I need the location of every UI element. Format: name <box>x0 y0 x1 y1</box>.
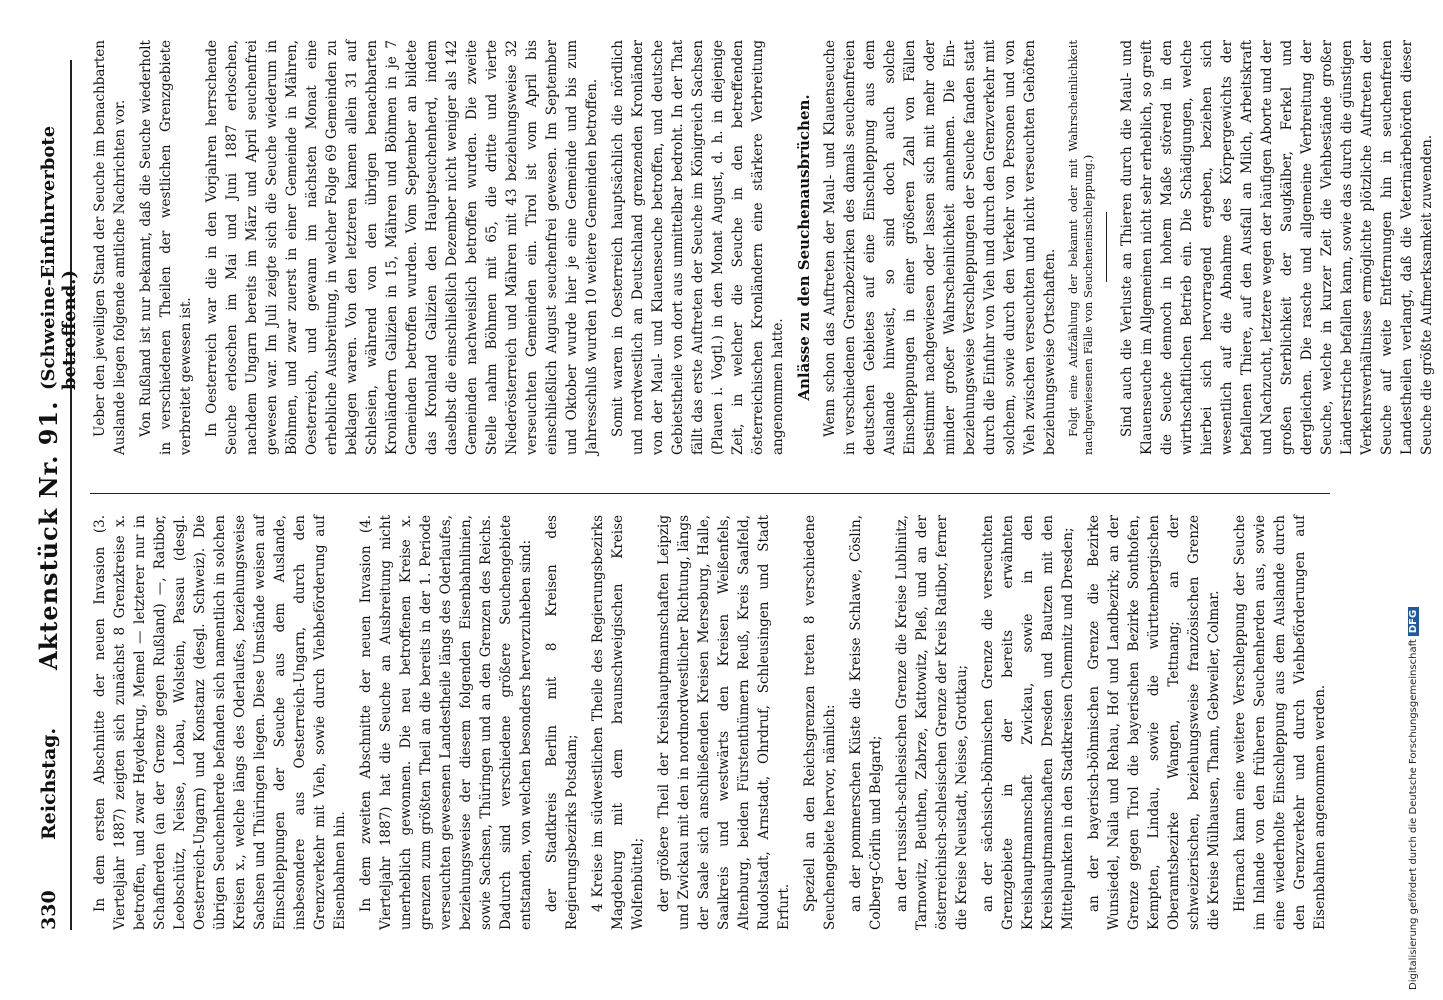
column-divider <box>90 493 1330 494</box>
list-item: 4 Kreise im südwestlichen Theile des Regierungsbezirks Magdeburg mit dem braunschweigischen Kreise Wolfenbüttel; <box>590 515 646 930</box>
paragraph: In dem ersten Abschnitte der neuen Invasion (3. Vierteljahr 1887) zeigten sich zunächst 8 Grenzkreise x. betroffen, und zwar Heydekrug, Memel — letzterer nur in Schafherden (an der Grenze gegen Rußland) —, Ratibor, Leobschütz, Neisse, Lobau, Wolstein, Passau (desgl. Oesterreich-Ungarn) und Konstanz (desgl. Schweiz). Die übrigen Seuchenherde befanden sich namentlich in solchen Kreisen x., welche längs des Oderlaufes, beziehungsweise Sachsen und Thüringen liegen. Diese Umstände weisen auf Einschleppungen der Seuche aus dem Auslande, insbesondere aus Oesterreich-Ungarn, durch den Grenzverkehr mit Vieh, sowie durch Viehbeförderung auf Eisenbahnen hin. <box>92 515 348 930</box>
list-item: an der pommerschen Küste die Kreise Schlawe, Cöslin, Colberg-Cörlin und Belgard; <box>848 515 884 930</box>
list-item: der größere Theil der Kreishauptmannschaften Leipzig und Zwickau mit den in nordnordwestlicher Richtung, längs der Saale sich anschließenden Kreisen Merseburg, Halle, Saalkreis und westwärts den Kreisen Weißenfels, Altenburg, beiden Fürstenthümern Reuß, Kreis Saalfeld, Rudolstadt, Arnstadt, Ohrdruf, Schleusingen und Stadt Erfurt. <box>656 515 792 930</box>
left-column <box>90 515 1336 930</box>
paragraph: In Oesterreich war die in den Vorjahren herrschende Seuche erloschen im Mai und Juni 1887 erloschen, nachdem Ungarn bereits im März und April seuchenfrei gewesen war. Im Juli zeigte sich die Seuche wiederum in Böhmen, und zwar zuerst in einer Gemeinde in Mähren, Oesterreich, und gewann im nächsten Monat eine erhebliche Ausbreitung, in welcher Folge 69 Gemeinden zu beklagen waren. Von den letzteren kamen allein 31 auf Schlesien, während von den übrigen benachbarten Kronländern Galizien in 15, Mähren und Böhmen in je 7 Gemeinden betroffen wurden. Vom September an bildete das Kronland Galizien den Hauptseuchenherd, indem daselbst die einschließlich Dezember nicht weniger als 142 Gemeinden nachweislich betroffen wurden. Die zweite Stelle nahm Böhmen mit 65, die dritte und vierte Niederösterreich und Mähren mit 43 beziehungsweise 32 verseuchten Gemeinden ein. Tirol ist vom April bis einschließlich August seuchenfrei gewesen. Im September und Oktober wurde hier je eine Gemeinde und bis zum Jahresschluß wurden 10 weitere Gemeinden betroffen. <box>204 40 600 455</box>
paragraph: Wenn schon das Auftreten der Maul- und Klauenseuche in verschiedenen Grenzbezirken des damals seuchenfreien deutschen Gebietes auf eine Einschleppung aus dem Auslande hinweist, so sind doch auch solche Einschleppungen in einer größeren Zahl von Fällen bestimmt nachgewiesen oder lassen sich mit mehr oder minder großer Wahrscheinlichkeit annehmen. Die Ein- beziehungsweise Verschleppungen der Seuche fanden statt durch die Einfuhr von Vieh und durch den Grenzverkehr mit solchem, sowie durch den Verkehr von Personen und von Vieh zwischen verseuchten und nicht verseuchten Gehöften beziehungsweise Ortschaften. <box>822 40 1058 455</box>
list-item: an der bayerisch-böhmischen Grenze die Bezirke Wunsiedel, Naila und Rehau, Hof und Landbezirk; an der Grenze gegen Tirol die bayerischen Bezirke Sonthofen, Kempten, Lindau, sowie die württembergischen Oberamtsbezirke Wangen, Tettnang; an der schweizerischen, beziehungsweise französischen Grenze die Kreise Mülhausen, Thann, Gebweiler, Colmar. <box>1086 515 1222 930</box>
paragraph: Speziell an den Reichsgrenzen treten 8 verschiedene Seuchengebiete hervor, nämlich: <box>802 515 838 930</box>
dfg-logo: DFG <box>1408 607 1419 636</box>
house-name: Reichstag. <box>38 727 60 840</box>
list-item: an der russisch-schlesischen Grenze die Kreise Lublinitz, Tarnowitz, Beuthen, Zabrze, Kattowitz, Pleß, und an der österreichisch-schlesischen Grenze der Kreis Ratibor, ferner die Kreise Neustadt, Neisse, Grottkau; <box>894 515 970 930</box>
footnote: Folgt eine Aufzählung der bekannt oder mit Wahrscheinlichkeit nachgewiesenen Fälle von Seucheneinschleppung.) <box>1066 40 1095 455</box>
list-item: der Stadtkreis Berlin mit 8 Kreisen des Regierungsbezirks Potsdam; <box>544 515 580 930</box>
paragraph: Sind auch die Verluste an Thieren durch die Maul- und Klauenseuche im Allgemeinen nicht sehr erheblich, so greift die Seuche dennoch in hohem Maße störend in den wirthschaftlichen Betrieb ein. Die Schädigungen, welche hierbei sich hervorragend ergeben, beziehen sich wesentlich auf die Abnahme des Körpergewichts der befallenen Thiere, auf den Ausfall an Milch, Arbeitskraft und Nachzucht, letztere wegen der häufigen Aborte und der großen Sterblichkeit der Saugkälber, Ferkel und dergleichen. Die rasche und allgemeine Verbreitung der Seuche, welche in kurzer Zeit die Viehbestände großer Länderstriche befallen kann, sowie das durch die günstigen Verkehrsverhältnisse ermöglichte plötzliche Auftreten der Seuche auf weite Entfernungen hin in seuchenfreien Landestheilen verlangt, daß die Veterinärbehörden dieser Seuche die größte Aufmerksamkeit zuwenden. <box>1119 40 1435 455</box>
document-title: Aktenstück Nr. 91. <box>34 400 63 670</box>
paragraph: In dem zweiten Abschnitte der neuen Invasion (4. Vierteljahr 1887) hat die Seuche an Ausbreitung nicht unerheblich gewonnen. Die neu betroffenen Kreise x. grenzen zum größten Theil an die bereits in der 1. Periode verseuchten gewesenen Landestheile längs des Oderlaufes, beziehungsweise der diesem folgenden Eisenbahnlinien, sowie Sachsen, Thüringen und an den Grenzen des Reichs. Dadurch sind verschiedene größere Seuchengebiete entstanden, von welchen besonders hervorzuheben sind: <box>358 515 534 930</box>
document-subject: (Schweine-Einfuhrverbote betreffend.) <box>38 125 80 390</box>
watermark-text: Digitalisierung gefördert durch die Deutsche Forschungsgemeinschaft <box>1408 639 1419 990</box>
paragraph: Hiernach kann eine weitere Verschleppung der Seuche im Inlande von den früheren Seuchenherden aus, sowie eine wiederholte Einschleppung aus dem Auslande durch den Grenzverkehr und durch Viehbeförderungen auf Eisenbahnen angenommen werden. <box>1232 515 1328 930</box>
paragraph: Ueber den jeweiligen Stand der Seuche im benachbarten Auslande liegen folgende amtliche Nachrichten vor. <box>92 40 128 455</box>
page-number: 330 <box>38 890 60 930</box>
digitization-watermark <box>1408 10 1424 990</box>
page-header <box>28 60 80 930</box>
paragraph: Von Rußland ist nur bekannt, daß die Seuche wiederholt in verschiedenen Theilen der westlichen Grenzgebiete verbreitet gewesen ist. <box>138 40 194 455</box>
section-heading: Anlässe zu den Seuchenausbrüchen. <box>795 94 813 401</box>
section-divider <box>1106 213 1107 283</box>
list-item: an der sächsisch-böhmischen Grenze die verseuchten Grenzgebiete in der bereits erwähnten Kreishauptmannschaft Zwickau, sowie in den Kreishauptmannschaften Dresden und Bautzen mit den Mittelpunkten in den Stadtkreisen Chemnitz und Dresden; <box>980 515 1076 930</box>
right-column <box>90 40 1443 455</box>
paragraph: Somit waren in Oesterreich hauptsächlich die nördlich und nordwestlich an Deutschland grenzenden Kronländer von der Maul- und Klauenseuche betroffen, und deutsche Gebietstheile von dort aus unmittelbar bedroht. In der That fällt das erste Auftreten der Seuche im Königreich Sachsen (Plauen i. Vogtl.) in den Monat August, d. h. in diejenige Zeit, in welcher die Seuche in den betreffenden österreichischen Kronländern eine stärkere Verbreitung angenommen hatte. <box>610 40 786 455</box>
